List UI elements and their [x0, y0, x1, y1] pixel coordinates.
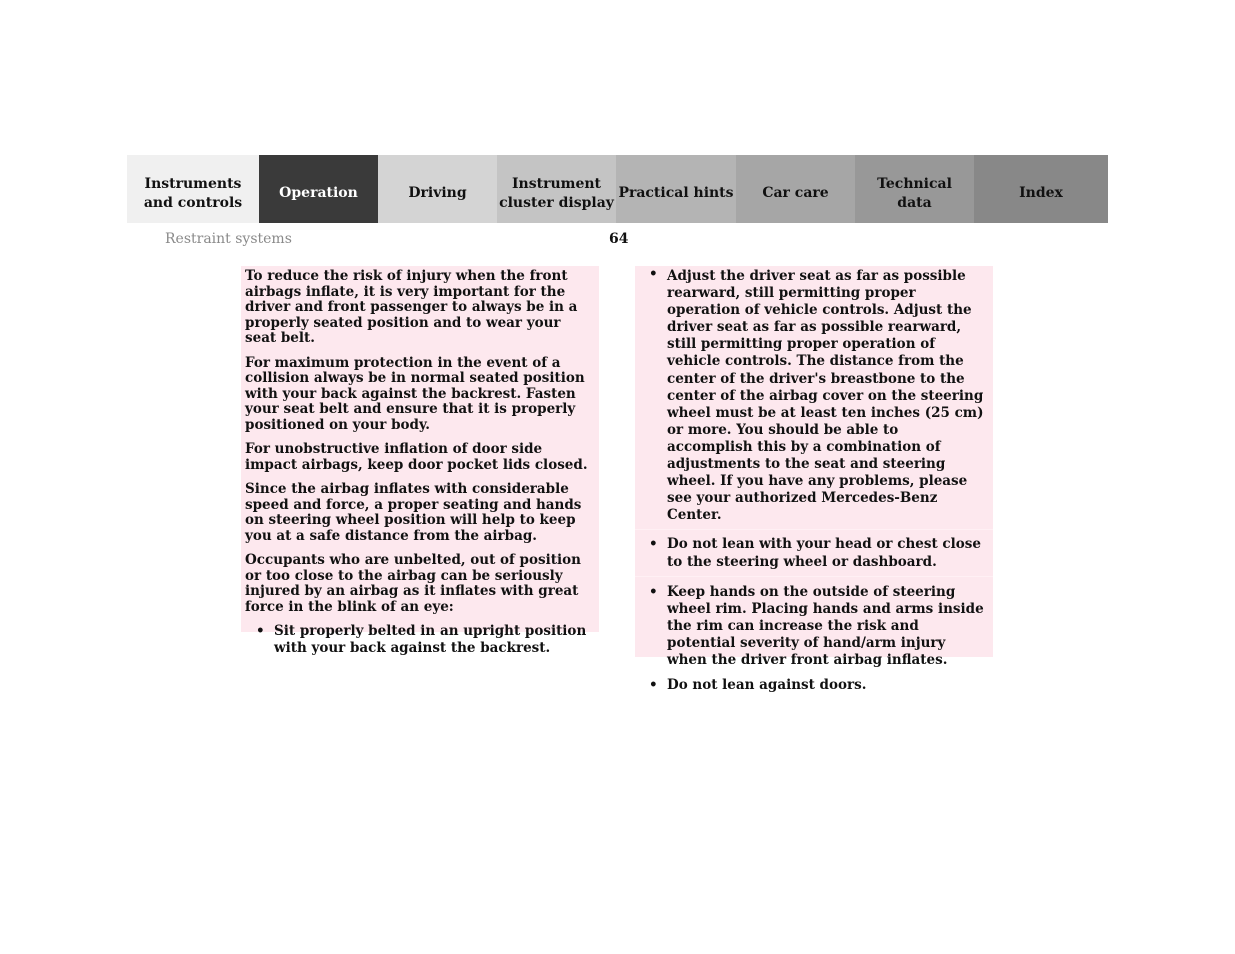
list-item: [635, 530, 993, 576]
tab-technical-data[interactable]: [855, 155, 974, 223]
tab-label: Driving: [408, 185, 467, 201]
list-item: [635, 577, 993, 674]
list-item-text: Adjust the driver seat as far as possible rearward, still permitting proper operation of vehicle controls. Adjust the driver seat as far as possible rearward, still permitting proper operation of vehicle controls. The distance from the center of the driver's breastbone to the center of the airbag cover on the steering wheel must be at least ten inches (25 cm) or more. You should be able to accomplish this by a combination of adjustments to the seat and steering wheel. If you have any problems, please see your authorized Mercedes-Benz Center.: [667, 268, 984, 524]
list-item-text: Sit properly belted in an upright position with your back against the backrest.: [274, 623, 587, 656]
list-item-text: Keep hands on the outside of steering wheel rim. Placing hands and arms inside the rim can increase the risk and potential severity of hand/arm injury when the driver front airbag inflates.: [667, 583, 984, 668]
bullet-icon: •: [649, 266, 658, 282]
bullet-icon: •: [649, 536, 658, 553]
page-number: 64: [609, 231, 629, 247]
tab-index[interactable]: [974, 155, 1108, 223]
tab-instrument-cluster-display[interactable]: [497, 155, 616, 223]
tab-car-care[interactable]: [736, 155, 855, 223]
bullet-icon: •: [649, 677, 658, 694]
warning-paragraph: To reduce the risk of injury when the front airbags inflate, it is very important for the driver and front passenger to always be in a properly seated position and to wear your seat belt.: [245, 268, 578, 346]
list-item: [635, 674, 993, 694]
warning-paragraph: For maximum protection in the event of a collision always be in normal seated position with your back against the backrest. Fasten your seat belt and ensure that it is properly positioned on your body.: [245, 354, 585, 433]
section-title: Restraint systems: [165, 231, 292, 247]
warning-panel-left: [241, 266, 599, 656]
warning-panel-right: [635, 266, 993, 694]
tab-instruments-and-controls[interactable]: [127, 155, 259, 223]
tab-label: Instruments and controls: [143, 175, 243, 211]
tab-label: Car care: [762, 185, 829, 201]
tab-label: Operation: [279, 185, 358, 201]
tab-label: Index: [1019, 185, 1063, 201]
list-item-text: Do not lean against doors.: [667, 677, 867, 694]
tab-label: Instrument cluster display: [499, 175, 614, 211]
list-item: [245, 623, 595, 657]
tab-operation[interactable]: [259, 155, 378, 223]
bullet-icon: •: [649, 583, 658, 600]
list-item-text: Do not lean with your head or chest close to the steering wheel or dashboard.: [667, 536, 981, 570]
warning-paragraph: Occupants who are unbelted, out of position or too close to the airbag can be seriously injured by an airbag as it inflates with great force in the blink of an eye:: [245, 552, 581, 615]
warning-paragraph: For unobstructive inflation of door side impact airbags, keep door pocket lids closed.: [245, 441, 588, 473]
tab-practical-hints[interactable]: [616, 155, 736, 223]
tab-driving[interactable]: [378, 155, 497, 223]
bullet-icon: •: [256, 623, 265, 639]
list-item: [635, 266, 993, 530]
tab-label: Practical hints: [618, 185, 734, 201]
tab-label: Technical data: [877, 175, 952, 211]
warning-paragraph: Since the airbag inflates with considerable speed and force, a proper seating and hands on steering wheel position will help to keep you at a safe distance from the airbag.: [245, 481, 582, 544]
chapter-navigation: [127, 155, 1108, 223]
